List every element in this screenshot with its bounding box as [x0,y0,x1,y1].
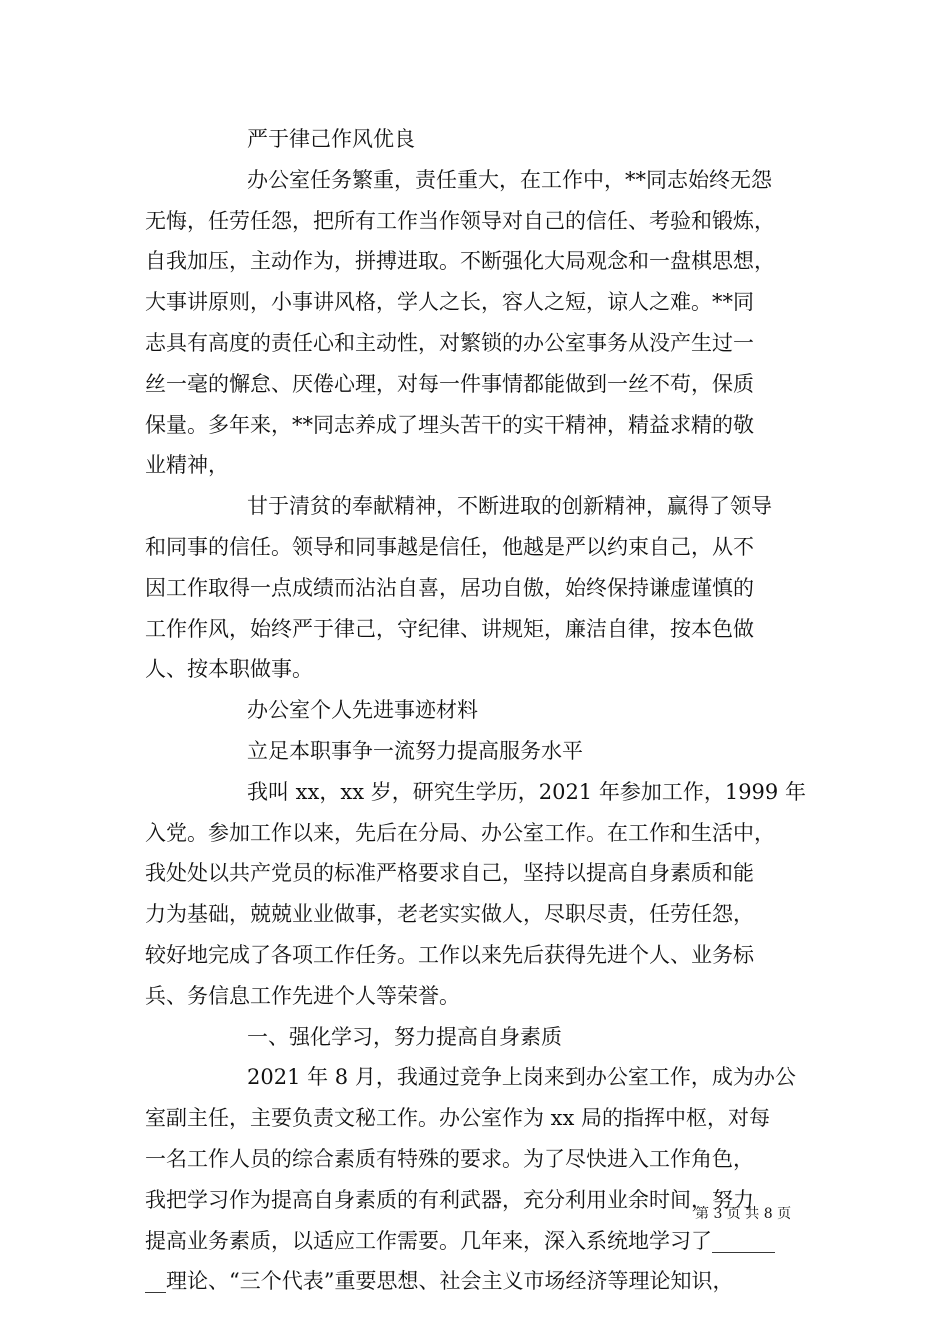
text-line: 我把学习作为提高自身素质的有利武器，充分利用业余时间，努力 [145,1187,754,1212]
text-line: 和同事的信任。领导和同事越是信任，他越是严以约束自己，从不 [145,534,754,559]
text-line: 因工作取得一点成绩而沾沾自喜，居功自傲，始终保持谦虚谨慎的 [145,575,754,600]
text-line: 严于律己作风优良 [247,127,415,151]
text-line: 力为基础，兢兢业业做事，老老实实做人，尽职尽责，任劳任怨， [145,902,754,927]
text-line: 较好地完成了各项工作任务。工作以来先后获得先进个人、业务标 [145,942,754,967]
text-line: 甘于清贫的奉献精神，不断进取的创新精神，赢得了领导 [247,494,772,519]
text-line: 一名工作人员的综合素质有特殊的要求。为了尽快进入工作角色， [145,1146,754,1171]
text-line: __理论、“三个代表”重要思想、社会主义市场经济等理论知识， [145,1269,734,1294]
text-line: 室副主任，主要负责文秘工作。办公室作为 xx 局的指挥中枢，对每 [145,1106,771,1131]
text-line: 提高业务素质，以适应工作需要。几年来，深入系统地学习了______ [145,1228,775,1253]
text-line: 工作作风，始终严于律己，守纪律、讲规矩，廉洁自律，按本色做 [145,616,754,641]
text-line: 2021 年 8 月，我通过竞争上岗来到办公室工作，成为办公 [247,1065,796,1090]
text-line: 无悔，任劳任怨，把所有工作当作领导对自己的信任、考验和锻炼， [145,208,775,233]
text-line: 大事讲原则，小事讲风格，学人之长，容人之短，谅人之难。**同 [145,290,754,315]
section-heading: 一、强化学习，努力提高自身素质 [247,1024,562,1049]
text-line: 兵、务信息工作先进个人等荣誉。 [145,983,460,1008]
text-line: 人、按本职做事。 [145,657,313,682]
section-subheading: 立足本职事争一流努力提高服务水平 [247,738,583,763]
text-line: 业精神， [145,453,229,478]
text-line: 保量。多年来，**同志养成了埋头苦干的实干精神，精益求精的敬 [145,412,754,437]
text-line: 丝一毫的懈怠、厌倦心理，对每一件事情都能做到一丝不苟，保质 [145,371,754,396]
page-number-footer: 第 3 页 共 8 页 [695,1206,792,1222]
text-line: 我处处以共产党员的标准严格要求自己，坚持以提高自身素质和能 [145,861,754,886]
text-line: 志具有高度的责任心和主动性，对繁锁的办公室事务从没产生过一 [145,330,754,355]
text-line: 自我加压，主动作为，拼搏进取。不断强化大局观念和一盘棋思想， [145,249,775,274]
text-line: 办公室任务繁重，责任重大，在工作中，**同志始终无怨 [247,167,772,192]
text-line: 我叫 xx，xx 岁，研究生学历，2021 年参加工作，1999 年 [247,779,806,804]
section-heading: 办公室个人先进事迹材料 [247,698,478,723]
body-text [145,119,805,1302]
text-line: 入党。参加工作以来，先后在分局、办公室工作。在工作和生活中， [145,820,775,845]
